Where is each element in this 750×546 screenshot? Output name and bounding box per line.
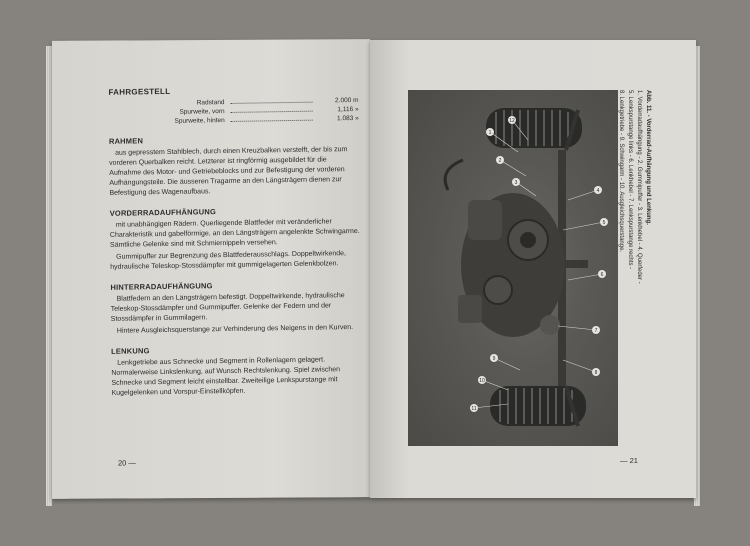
open-booklet [52,40,698,508]
section-paragraph: Hintere Ausgleichsquerstange zur Verhinderung des Neigens in den Kurven. [116,324,354,335]
chassis-photo [408,90,618,446]
section-heading-rahmen: RAHMEN [108,136,144,146]
chassis-illustration [408,90,618,446]
chassis-heading: FAHRGESTELL [108,86,171,97]
callout-label: 5 [602,220,606,226]
section-paragraph: aus gepresstem Stahlblech, durch einen Kreuzbalken verstelft, der bis zum vorderen Querbalken reicht. Letzterer ist ringförmig ausgebildet für die Aufnahme des Motor- und Getriebeblocks und zur Befestigung der vorderen Aufhängungsteile. Die äusseren Tragarme an den Längsträgern dienen zur Befestigung des Wagenaufbaus. [109,146,348,197]
section-heading-rear-suspension: HINTERRADAUFHÄNGUNG [110,281,213,292]
callout-label: 12 [509,118,515,124]
section-paragraph: Blattfedern an den Längsträgern befestigt. Doppeltwirkende, hydraulische Teleskop-Stossdämpfer und Gummipuffer. Gelenke der Federn und der Stossdämpfer in Gummilagern. [110,292,345,323]
callout-label: 2 [498,158,502,164]
callout-label: 9 [492,356,496,362]
callout-label: 8 [594,370,598,376]
callout-label: 7 [594,328,598,334]
spec-dots [231,106,313,113]
left-page-text [108,84,361,401]
caption-line: 5. Lenkspurstange links - 6. Lenkhebel - 7. Lenkspurstange rechts - [627,90,633,270]
spec-label: Radstand [196,99,225,107]
page-number-left: 20 — [118,458,136,468]
spec-label: Spurweite, vorn [179,108,225,116]
section-heading-steering: LENKUNG [111,346,150,356]
section-heading-front-suspension: VORDERRADAUFHÄNGUNG [109,207,217,218]
caption-line: 8. Lenkgetriebe - 9. Schwingarm - 10. Ausgleichsquerstange. [618,90,624,253]
callout-label: 6 [600,272,604,278]
page-number-right: — 21 [620,456,638,465]
caption-line: 1. Vorderradaufhängung - 2. Gummipuffer - 3. Lenkhebel - 4. Querfeder - [636,90,642,284]
figure-caption [618,90,686,390]
section-paragraph: mit unabhängigen Rädern. Querliegende Blattfeder mit veränderlicher Charakteristik und gabelförmige, an den Längsträgern angelenkte Schwingarme. Sämtliche Gelenke sind mit Schmiernippeln versehen. [109,218,360,249]
spec-value: 1,116 » [337,105,359,114]
callout-label: 10 [479,378,485,384]
callout-label: 4 [596,188,600,194]
section-paragraph: Gummipuffer zur Begrenzung des Blattfederausschlags. Doppeltwirkende, hydraulische Teleskop-Stossdämpfer mit gummigelagerten Gelenkbolzen. [110,250,346,271]
callout-label: 11 [471,406,477,412]
right-page [370,40,696,498]
spec-value: 1.083 » [336,114,359,123]
spec-value: 2.000 m [334,96,359,105]
spec-label: Spurweite, hinten [174,117,225,125]
left-page [52,39,370,499]
section-paragraph: Lenkgetriebe aus Schnecke und Segment in Rollenlagern gelagert. Normalerweise Linkslenkung, auf Wunsch Rechtslenkung. Spiel zwischen Schnecke und Segment leicht einstellbar. Zweiteilige Lenkspurstange mit Kugelgelenken und Vorspur-Einstellköpfen. [111,356,341,397]
spec-dots [230,97,312,104]
spec-dots [231,115,313,122]
caption-title: Abb. 11. - Vorderrad-Aufhängung und Lenkung. [645,90,651,225]
callout-label: 3 [514,180,518,186]
callout-label: 1 [488,130,492,136]
